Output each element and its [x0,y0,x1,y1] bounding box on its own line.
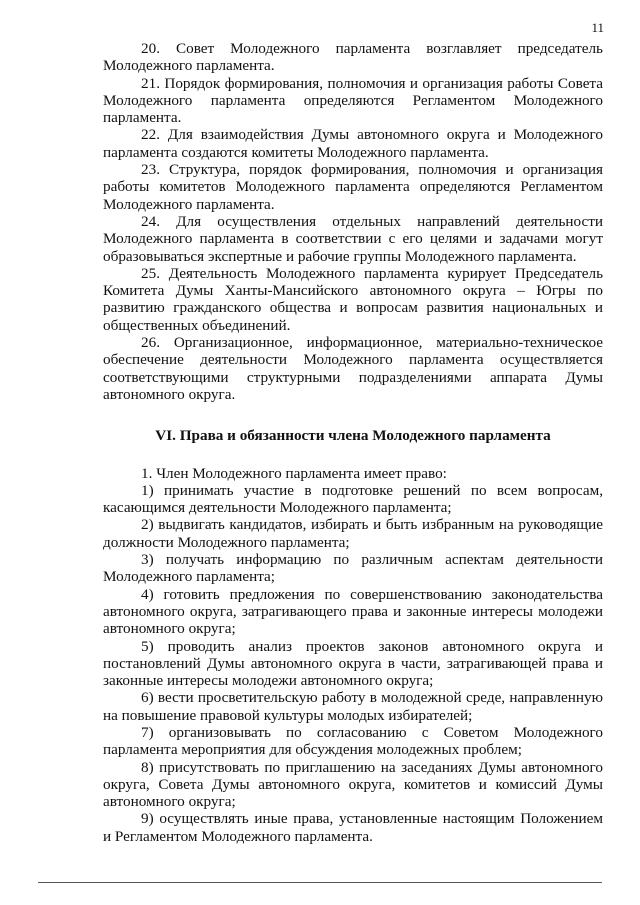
right-item-3: 3) получать информацию по различным аспектам деятельности Молодежного парламента; [103,551,603,586]
right-item-7: 7) организовывать по согласованию с Советом Молодежного парламента мероприятия для обсуждения молодежных проблем; [103,723,603,759]
right-item-6: 6) вести просветительскую работу в молодежной среде, направленную на повышение правовой культуры молодых избирателей; [103,689,603,724]
page-number: 11 [591,20,604,35]
right-item-1: 1) принимать участие в подготовке решений по всем вопросам, касающимся деятельности Молодежного парламента; [103,481,603,517]
right-item-5: 5) проводить анализ проектов законов автономного округа и постановлений Думы автономного округа в части, затрагивающей права и законные интересы молодежи автономного округа; [103,637,603,690]
section-heading: VI. Права и обязанности члена Молодежного парламента [155,427,551,445]
paragraph-21: 21. Порядок формирования, полномочия и организация работы Совета Молодежного парламента определяются Регламентом Молодежного парламента. [103,74,603,127]
paragraph-23: 23. Структура, порядок формирования, полномочия и организация работы комитетов Молодежного парламента определяются Регламентом Молодежного парламента. [103,161,603,213]
right-item-4: 4) готовить предложения по совершенствованию законодательства автономного округа, затрагивающего права и законные интересы молодежи автономного округа; [103,585,603,638]
paragraph-24: 24. Для осуществления отдельных направлений деятельности Молодежного парламента в соответствии с его целями и задачами могут образовываться экспертные и рабочие группы Молодежного парламента. [103,212,603,265]
document-body [103,40,603,845]
right-item-8: 8) присутствовать по приглашению на заседаниях Думы автономного округа, Совета Думы автономного округа, комитетов и комиссий Думы автономного округа; [103,758,603,811]
footer-divider [38,882,602,883]
paragraph-25: 25. Деятельность Молодежного парламента курирует Председатель Комитета Думы Ханты-Мансийского автономного округа – Югры по развитию гражданского общества и вопросам развития национальных и общественных объединений. [103,264,603,334]
paragraph-26: 26. Организационное, информационное, материально-техническое обеспечение деятельности Молодежного парламента осуществляется соответствующими структурными подразделениями аппарата Думы автономного округа. [103,334,603,403]
right-item-9: 9) осуществлять иные права, установленные настоящим Положением и Регламентом Молодежного парламента. [103,810,603,845]
paragraph-22: 22. Для взаимодействия Думы автономного округа и Молодежного парламента создаются комитеты Молодежного парламента. [103,126,603,161]
rights-intro: 1. Член Молодежного парламента имеет право: [141,464,447,482]
right-item-2: 2) выдвигать кандидатов, избирать и быть избранным на руководящие должности Молодежного парламента; [103,516,603,551]
paragraph-20: 20. Совет Молодежного парламента возглавляет председатель Молодежного парламента. [103,40,603,75]
